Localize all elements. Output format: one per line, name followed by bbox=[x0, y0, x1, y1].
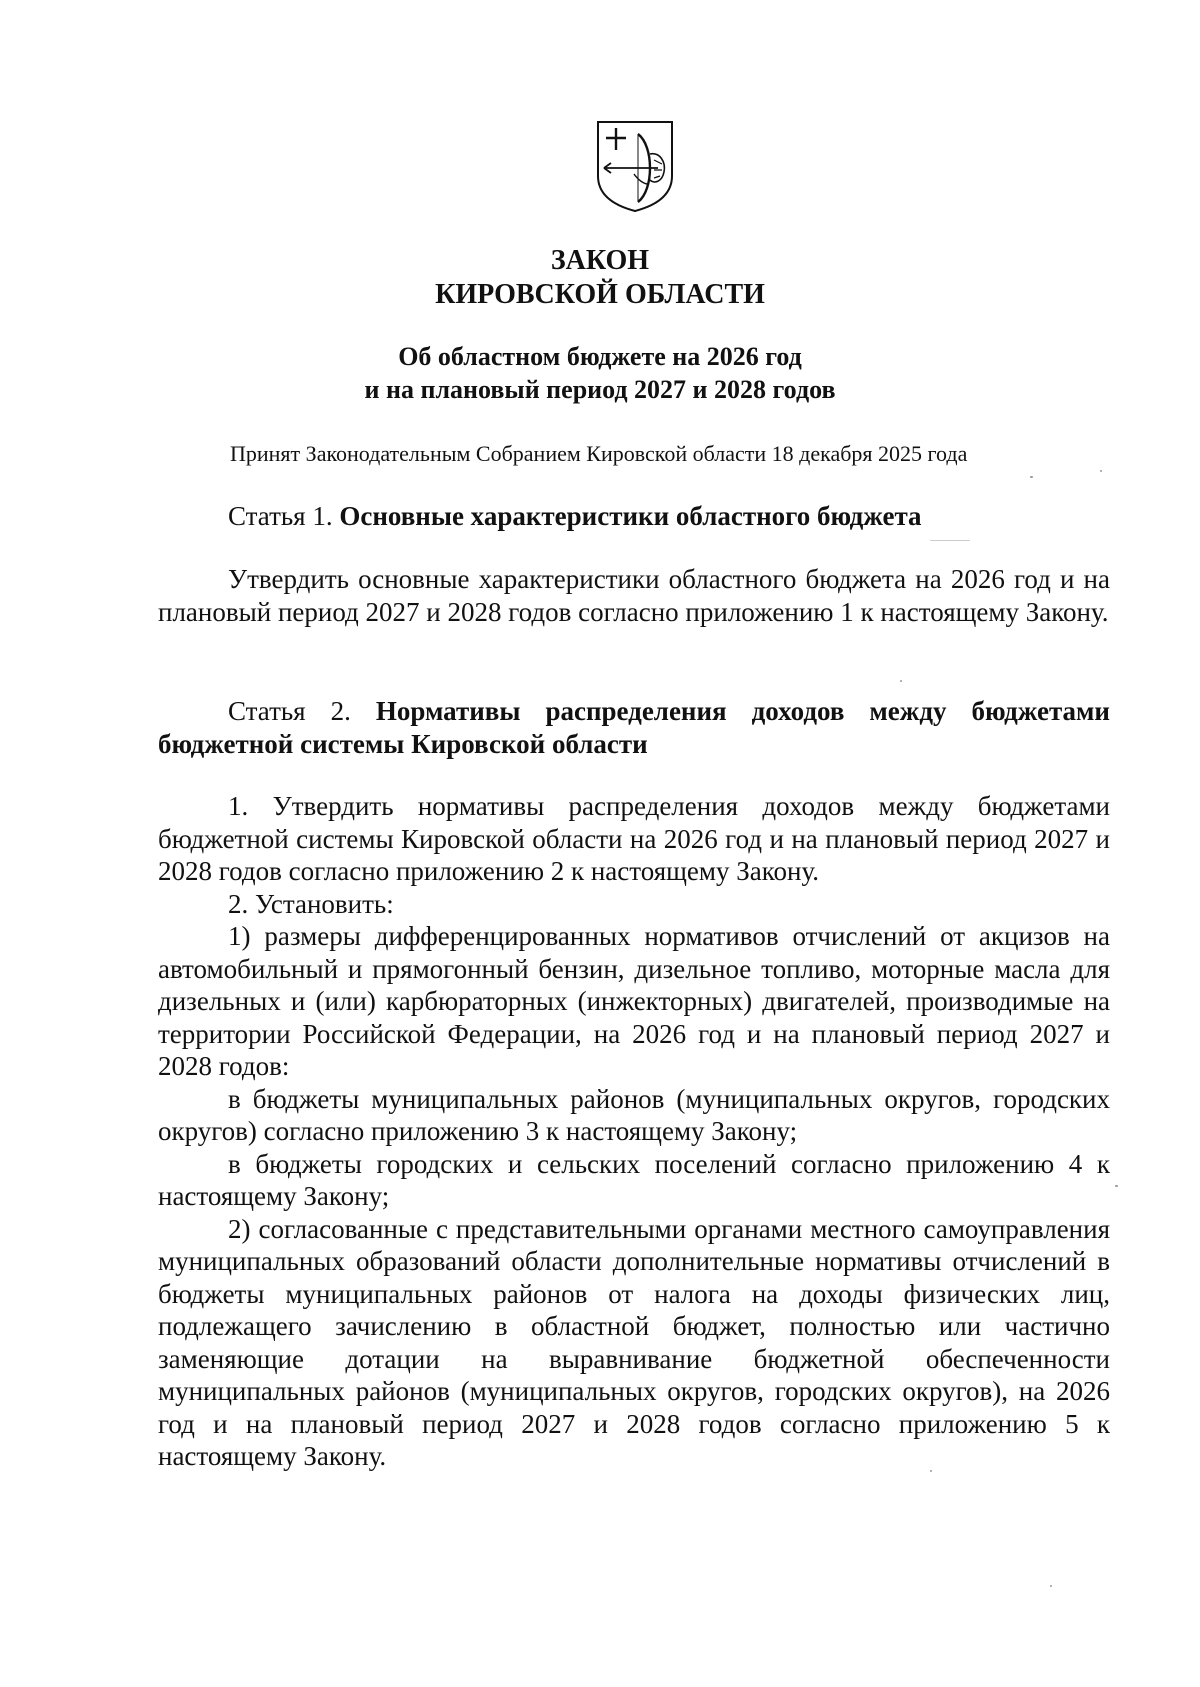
article-1-title: Основные характеристики областного бюджета bbox=[339, 501, 922, 531]
article-2-body bbox=[158, 790, 1110, 1473]
article-2-paragraph-2: 2. Установить: bbox=[228, 888, 394, 919]
law-subtitle-line1: Об областном бюджете на 2026 год bbox=[398, 342, 802, 371]
scan-speck bbox=[1100, 470, 1102, 472]
article-2-heading bbox=[158, 695, 1110, 761]
scan-speck bbox=[1050, 1585, 1052, 1587]
law-title bbox=[0, 244, 1200, 312]
adoption-note: Принят Законодательным Собранием Кировской области 18 декабря 2025 года bbox=[230, 441, 968, 466]
article-2-paragraph-5: в бюджеты городских и сельских поселений согласно приложению 4 к настоящему Закону; bbox=[158, 1148, 1110, 1211]
article-2-paragraph-1: 1. Утвердить нормативы распределения доходов между бюджетами бюджетной системы Кировской области на 2026 год и на плановый период 2027 и 2028 годов согласно приложению 2 к настоящему Закону. bbox=[158, 791, 1110, 886]
law-title-line2: КИРОВСКОЙ ОБЛАСТИ bbox=[435, 279, 765, 310]
article-2-paragraph-4: в бюджеты муниципальных районов (муниципальных округов, городских округов) согласно приложению 3 к настоящему Закону; bbox=[158, 1083, 1110, 1146]
coat-of-arms-icon bbox=[594, 118, 676, 214]
article-1-label: Статья 1. bbox=[228, 501, 333, 531]
article-2-title: Нормативы распределения доходов между бюджетами бюджетной системы Кировской области bbox=[158, 696, 1110, 759]
scan-speck bbox=[1115, 1185, 1118, 1187]
scan-speck bbox=[930, 540, 970, 541]
article-2-label: Статья 2. bbox=[228, 696, 351, 726]
scan-speck bbox=[1030, 476, 1033, 478]
article-2-paragraph-6: 2) согласованные с представительными органами местного самоуправления муниципальных образований области дополнительные нормативы отчислений в бюджеты муниципальных районов от налога на доходы физических лиц, подлежащего зачислению в областной бюджет, полностью или частично заменяющие дотации на выравнивание бюджетной обеспеченности муниципальных районов (муниципальных округов, городских округов), на 2026 год и на плановый период 2027 и 2028 годов согласно приложению 5 к настоящему Закону. bbox=[158, 1213, 1110, 1471]
law-subtitle bbox=[0, 340, 1200, 406]
article-1-body bbox=[158, 563, 1110, 628]
scan-speck bbox=[900, 680, 902, 682]
article-1-paragraph: Утвердить основные характеристики областного бюджета на 2026 год и на плановый период 2027 и 2028 годов согласно приложению 1 к настоящему Закону. bbox=[158, 564, 1110, 627]
article-2-paragraph-3: 1) размеры дифференцированных нормативов отчислений от акцизов на автомобильный и прямогонный бензин, дизельное топливо, моторные масла для дизельных и (или) карбюраторных (инжекторных) двигателей, производимые на территории Российской Федерации, на 2026 год и на плановый период 2027 и 2028 годов: bbox=[158, 921, 1110, 1081]
article-1-heading bbox=[158, 500, 1110, 533]
scan-speck bbox=[930, 1470, 932, 1472]
law-subtitle-line2: и на плановый период 2027 и 2028 годов bbox=[364, 375, 836, 404]
law-title-line1: ЗАКОН bbox=[550, 245, 650, 276]
